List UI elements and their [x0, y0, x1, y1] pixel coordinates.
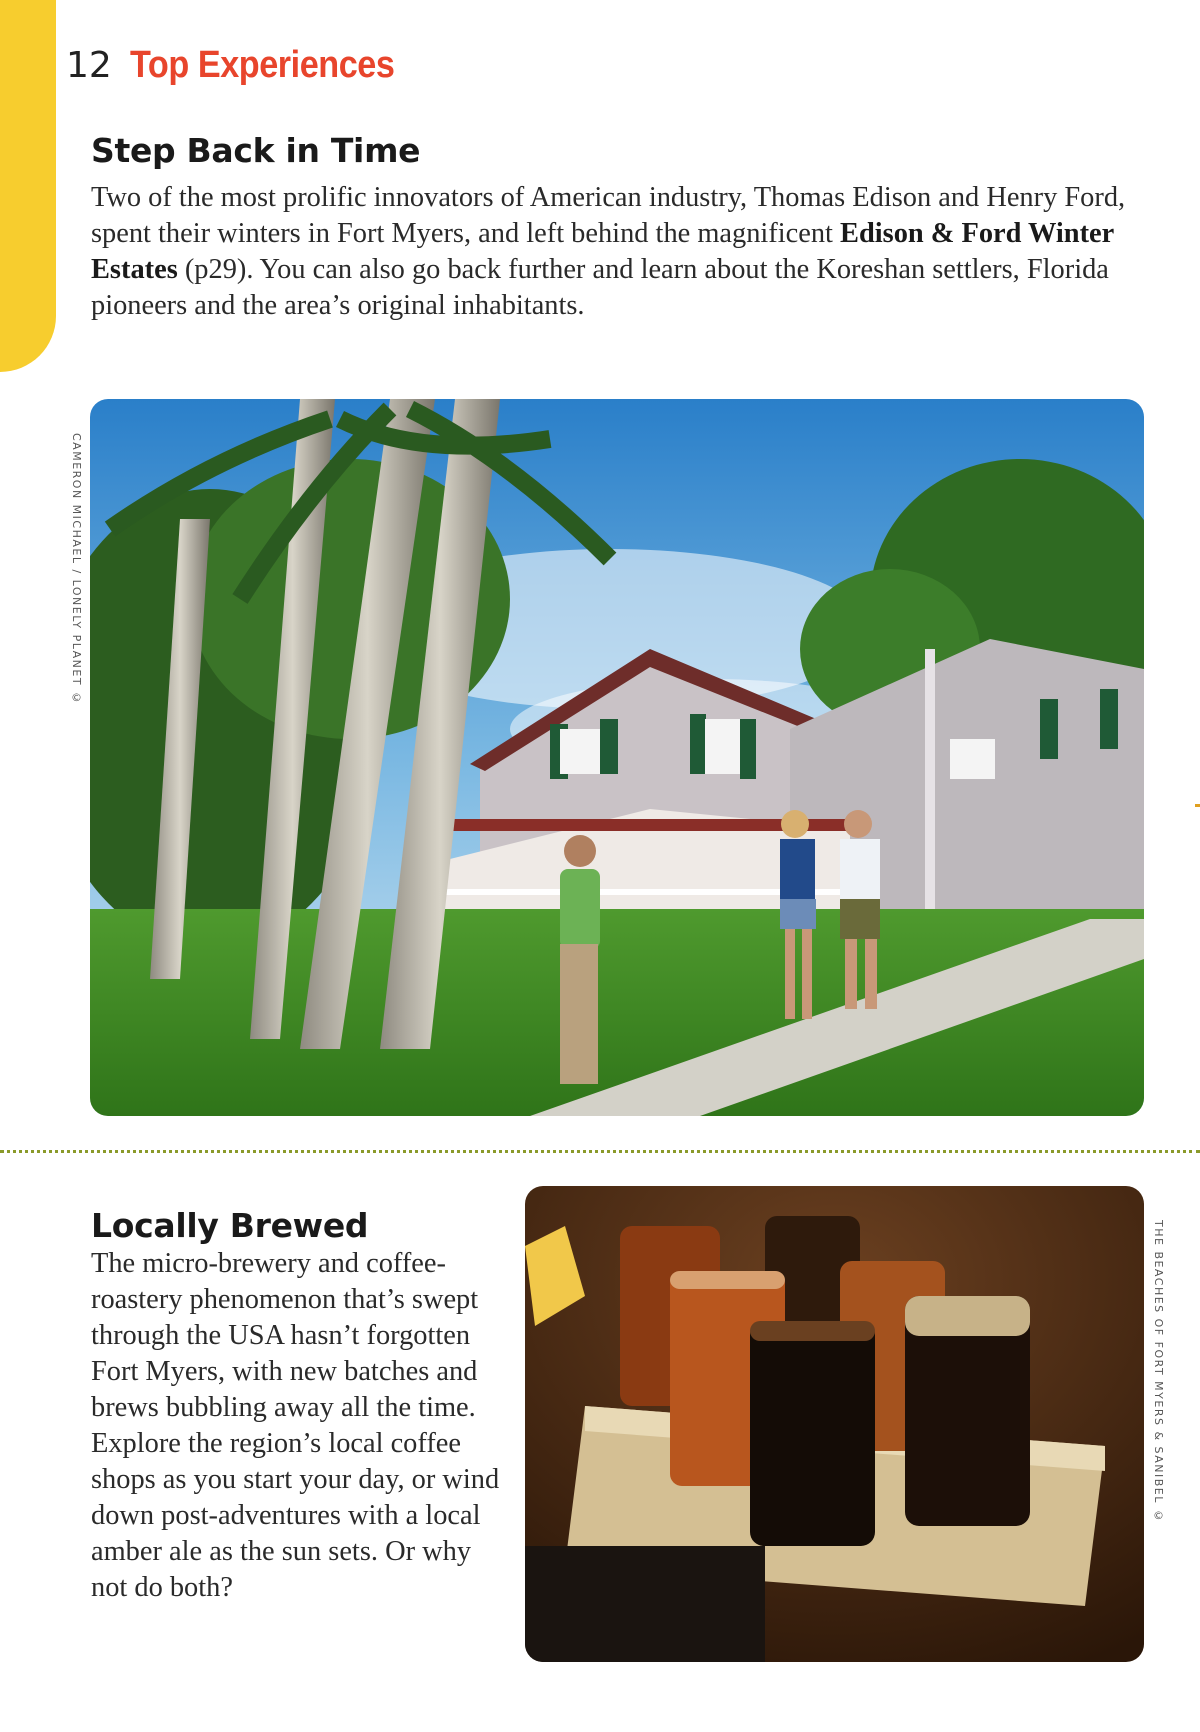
highlight-name: Edison & Ford Winter Estates: [91, 218, 1114, 285]
beer-flight-photo: [525, 1186, 1144, 1662]
section-divider: [0, 1150, 1200, 1153]
photo-credit: THE BEACHES OF FORT MYERS & SANIBEL ©: [1152, 1220, 1165, 1524]
chapter-tab: [0, 0, 56, 372]
experience-title: Step Back in Time: [91, 131, 421, 170]
experience-description: The micro-brewery and coffee-roastery phenomenon that’s swept through the USA hasn’t forgotten Fort Myers, with new batches and brews bubbling away all the time. Explore the region’s local coffee shops as you start your day, or wind down post-adventures with a local amber ale as the sun sets. Or why not do both?: [91, 1248, 500, 1603]
experience-title: Locally Brewed: [91, 1206, 369, 1245]
estate-photo: [90, 399, 1144, 1116]
experience-description: [91, 180, 1131, 324]
page-number: 12: [66, 45, 112, 86]
description-text: Two of the most prolific innovators of American industry, Thomas Edison and Henry Ford, spent their winters in Fort Myers, and left behind the magnificent: [91, 182, 1126, 249]
section-title: Top Experiences: [129, 44, 395, 86]
photo-credit: CAMERON MICHAEL / LONELY PLANET ©: [70, 433, 83, 706]
description-text: (p29). You can also go back further and learn about the Koreshan settlers, Florida pioneers and the area’s original inhabitants.: [91, 254, 1109, 321]
page-edge-mark: [1195, 804, 1200, 807]
page-header: [66, 44, 424, 87]
